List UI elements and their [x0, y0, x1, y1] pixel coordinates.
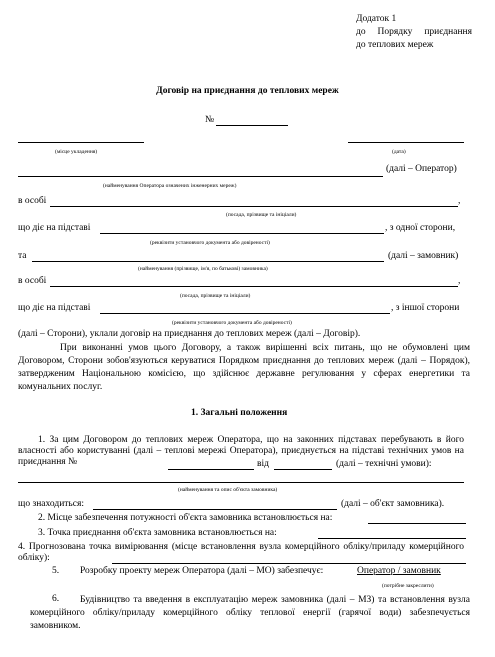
acting-1-field[interactable] — [100, 233, 384, 234]
acting-2-field[interactable] — [100, 313, 390, 314]
operator-name-field[interactable] — [18, 176, 383, 177]
object-name-field[interactable] — [18, 482, 464, 483]
document-title: Договір на приєднання до теплових мереж — [156, 86, 339, 96]
clause-1-tu-suffix: (далі – технічні умови): — [336, 459, 432, 469]
parties-line: (далі – Сторони), уклали договір на приєднання до теплових мереж (далі – Договір). — [18, 329, 361, 339]
place-hint: (місце укладення) — [55, 149, 98, 155]
section-1-title: 1. Загальні положення — [191, 408, 288, 418]
appendix-line-1: Додаток 1 — [356, 14, 397, 24]
customer-name-field[interactable] — [32, 261, 384, 262]
in-person-1-field[interactable] — [50, 206, 458, 207]
clause-2-field[interactable] — [368, 523, 466, 524]
located-label: що знаходиться: — [18, 499, 84, 509]
executor-hint: (потрібне закреслити) — [382, 583, 434, 589]
located-field[interactable] — [93, 509, 337, 510]
acting-1-label: що діє на підставі — [18, 223, 91, 233]
acting-2-label: що діє на підставі — [18, 303, 91, 313]
contract-number-field[interactable] — [216, 125, 288, 126]
in-person-2-label: в особі — [18, 276, 47, 286]
position-2-hint: (посада, прізвище та ініціали) — [180, 293, 251, 299]
clause-3-text: 3. Точка приєднання об'єкта замовника встановлюється на: — [38, 528, 277, 538]
place-field[interactable] — [18, 142, 144, 143]
in-person-1-label: в особі — [18, 196, 47, 206]
appendix-line-3: до теплових мереж — [356, 40, 434, 50]
acting-2-suffix: , з іншої сторони — [391, 303, 460, 313]
operator-name-hint: (найменування Оператора означених інженерних мереж) — [103, 183, 237, 189]
clause-1-text: 1. За цим Договором до теплових мереж Оператора, що на законних підставах перебувають в його власності або користуванні (далі – теплові мережі Оператора), приєднується на підставі технічних умов на приєднання № — [18, 435, 464, 467]
tu-number-field[interactable] — [168, 469, 254, 470]
tu-date-field[interactable] — [274, 469, 332, 470]
appendix-line-2: до Порядку приєднання — [356, 27, 472, 37]
doc-2-hint: (реквізити установчого документа або довіреності) — [172, 320, 292, 326]
clause-5-number: 5. — [52, 566, 60, 576]
clause-1-from: від — [257, 459, 269, 469]
intro-paragraph: При виконанні умов цього Договору, а також вирішенні всіх питань, що не обумовлені цим Договором, Сторони зобов'язуються керуватися Порядком приєднання до теплових мереж (далі – Порядок), затвердженим Національною комісією, що здійснює державне регулювання у сферах енергетики та комунальних послуг. — [18, 343, 470, 392]
clause-5-text: Розробку проекту мереж Оператора (далі – МО) забезпечує: — [80, 566, 324, 576]
object-name-hint: (найменування та опис об'єкта замовника) — [178, 487, 278, 493]
clause-4-text: 4. Прогнозована точка вимірювання (місце встановлення вузла комерційного обліку/приладу комерційного обліку): — [18, 542, 464, 563]
and-label: та — [18, 251, 27, 261]
in-person-2-field[interactable] — [50, 286, 458, 287]
clause-6-text: Будівництво та введення в експлуатацію мереж замовника (далі – МЗ) та встановлення вузла комерційного обліку/приладу комерційного обліку теплової енергії (гарячої води) забезпечується замовником. — [30, 595, 470, 631]
customer-suffix: (далі – замовник) — [388, 251, 459, 261]
customer-name-hint: (найменування (прізвище, ім'я, по батькові) замовника) — [138, 266, 268, 272]
clause-2-text: 2. Місце забезпечення потужності об'єкта замовника встановлюється на: — [38, 513, 333, 523]
doc-1-hint: (реквізити установчого документа або довіреності) — [150, 240, 270, 246]
position-1-hint: (посада, прізвище та ініціали) — [226, 212, 297, 218]
clause-5-options[interactable]: Оператор / замовник — [357, 566, 441, 576]
object-suffix: (далі – об'єкт замовника). — [341, 499, 445, 509]
clause-6-number: 6. — [52, 594, 60, 604]
clause-3-field[interactable] — [318, 538, 466, 539]
date-field[interactable] — [348, 142, 464, 143]
contract-number-label: № — [205, 115, 215, 125]
date-hint: (дата) — [392, 149, 406, 155]
acting-1-suffix: , з одної сторони, — [385, 223, 456, 233]
clause-4-field[interactable] — [112, 563, 466, 564]
operator-suffix: (далі – Оператор) — [386, 164, 457, 174]
